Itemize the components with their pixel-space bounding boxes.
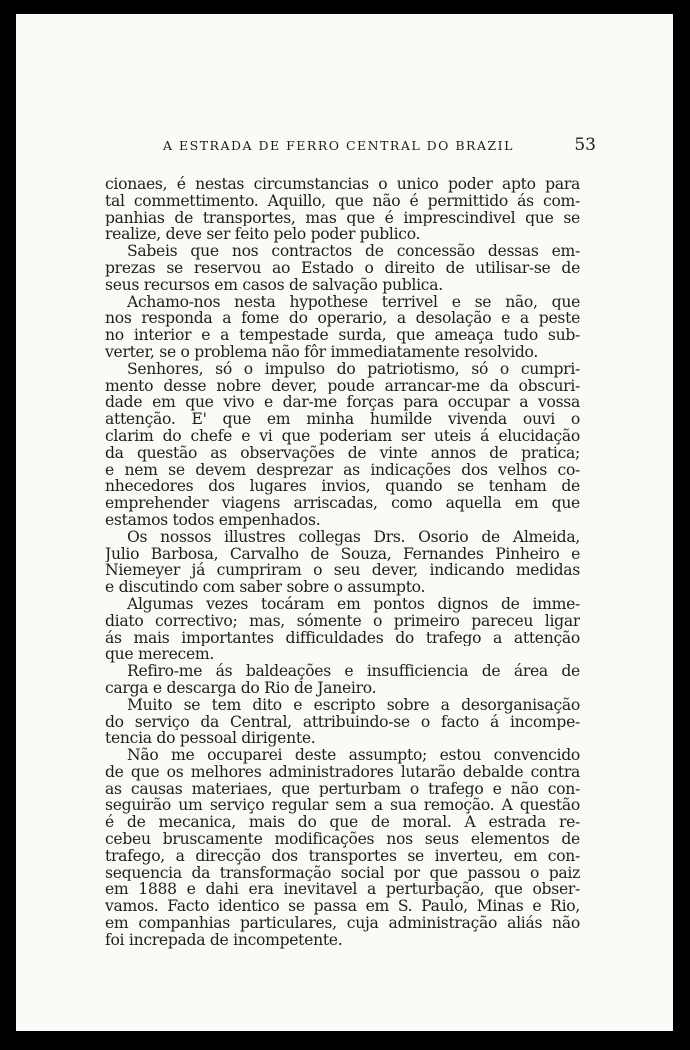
- text-line: Senhores, só o impulso do patriotismo, só o cumpri-: [127, 360, 580, 378]
- text-line: Não me occuparei deste assumpto; estou convencido: [127, 747, 580, 764]
- text-line: Muito se tem dito e escripto sobre a desorganisação: [127, 696, 580, 714]
- text-line: Niemeyer já cumpriram o seu dever, indicando medidas: [105, 562, 580, 580]
- text-line: prezas se reservou ao Estado o direito de utilisar-se de: [105, 259, 580, 277]
- text-line: carga e descarga do Rio de Janeiro.: [105, 679, 377, 697]
- text-line: realize, deve ser feito pelo poder publico.: [105, 226, 421, 244]
- text-line: cebeu bruscamente modificações nos seus elementos de: [105, 831, 580, 848]
- text-line: cionaes, é nestas circumstancias o unico poder apto para: [105, 176, 580, 193]
- text-line: ás mais importantes difficuldades do trafego a attenção: [105, 629, 580, 647]
- text-line: Algumas vezes tocáram em pontos dignos de imme-: [127, 595, 580, 613]
- text-line: Os nossos illustres collegas Drs. Osorio de Almeida,: [127, 528, 580, 546]
- text-line: nos responda a fome do operario, a desolação e a peste: [105, 310, 580, 328]
- text-line: estamos todos empenhados.: [105, 511, 321, 529]
- text-line: sequencia da transformação social por que passou o paiz: [105, 864, 580, 882]
- text-line: nhecedores dos lugares invios, quando se tenham de: [105, 478, 580, 496]
- text-line: diato correctivo; mas, sómente o primeiro pareceu ligar: [105, 612, 580, 630]
- text-line: as causas materiaes, que perturbam o trafego e não con-: [105, 780, 580, 798]
- text-line: da questão as observações de vinte annos de pratica;: [105, 444, 580, 462]
- text-line: e nem se devem desprezar as indicações dos velhos co-: [105, 461, 580, 479]
- running-title: A ESTRADA DE FERRO CENTRAL DO BRAZIL: [163, 138, 514, 153]
- text-line: verter, se o problema não fôr immediatamente resolvido.: [105, 343, 539, 361]
- text-line: é de mecanica, mais do que de moral. A estrada re-: [105, 814, 580, 832]
- text-line: attenção. E' que em minha humilde vivenda ouvi o: [105, 411, 580, 428]
- text-line: e discutindo com saber sobre o assumpto.: [105, 579, 426, 596]
- text-line: Refiro-me ás baldeações e insufficiencia de área de: [127, 663, 580, 680]
- text-line: emprehender viagens arriscadas, como aquella em que: [105, 495, 580, 512]
- text-line: Achamo-nos nesta hypothese terrivel e se não, que: [127, 293, 580, 311]
- text-line: Sabeis que nos contractos de concessão dessas em-: [127, 243, 580, 260]
- book-page: [16, 14, 673, 1031]
- text-line: que merecem.: [105, 646, 215, 664]
- text-line: foi increpada de incompetente.: [105, 931, 343, 949]
- text-line: de que os melhores administradores lutarão debalde contra: [105, 763, 580, 781]
- page-number: 53: [574, 135, 596, 155]
- text-line: Julio Barbosa, Carvalho de Souza, Fernandes Pinheiro e: [105, 545, 580, 563]
- text-line: tal commettimento. Aquillo, que não é permittido ás com-: [105, 192, 580, 210]
- text-line: do serviço da Central, attribuindo-se o facto á incompe-: [105, 713, 580, 731]
- text-line: seus recursos em casos de salvação publica.: [105, 276, 443, 294]
- text-line: dade em que vivo e dar-me forças para occupar a vossa: [105, 394, 580, 412]
- text-line: em companhias particulares, cuja administração aliás não: [105, 915, 580, 932]
- text-line: em 1888 e dahi era inevitavel a perturbação, que obser-: [105, 881, 580, 899]
- body-text: [105, 176, 580, 949]
- text-line: no interior e a tempestade surda, que ameaça tudo sub-: [105, 327, 580, 344]
- text-line: trafego, a direcção dos transportes se inverteu, em con-: [105, 847, 580, 865]
- text-line: clarim do chefe e vi que poderiam ser uteis á elucidação: [105, 427, 580, 445]
- page-header: [163, 135, 596, 159]
- text-line: mento desse nobre dever, poude arrancar-me da obscuri-: [105, 377, 580, 395]
- text-line: panhias de transportes, mas que é imprescindivel que se: [105, 209, 580, 227]
- text-line: seguirão um serviço regular sem a sua remoção. A questão: [105, 797, 580, 815]
- text-line: vamos. Facto identico se passa em S. Paulo, Minas e Rio,: [105, 898, 580, 916]
- text-line: tencia do pessoal dirigente.: [105, 730, 316, 748]
